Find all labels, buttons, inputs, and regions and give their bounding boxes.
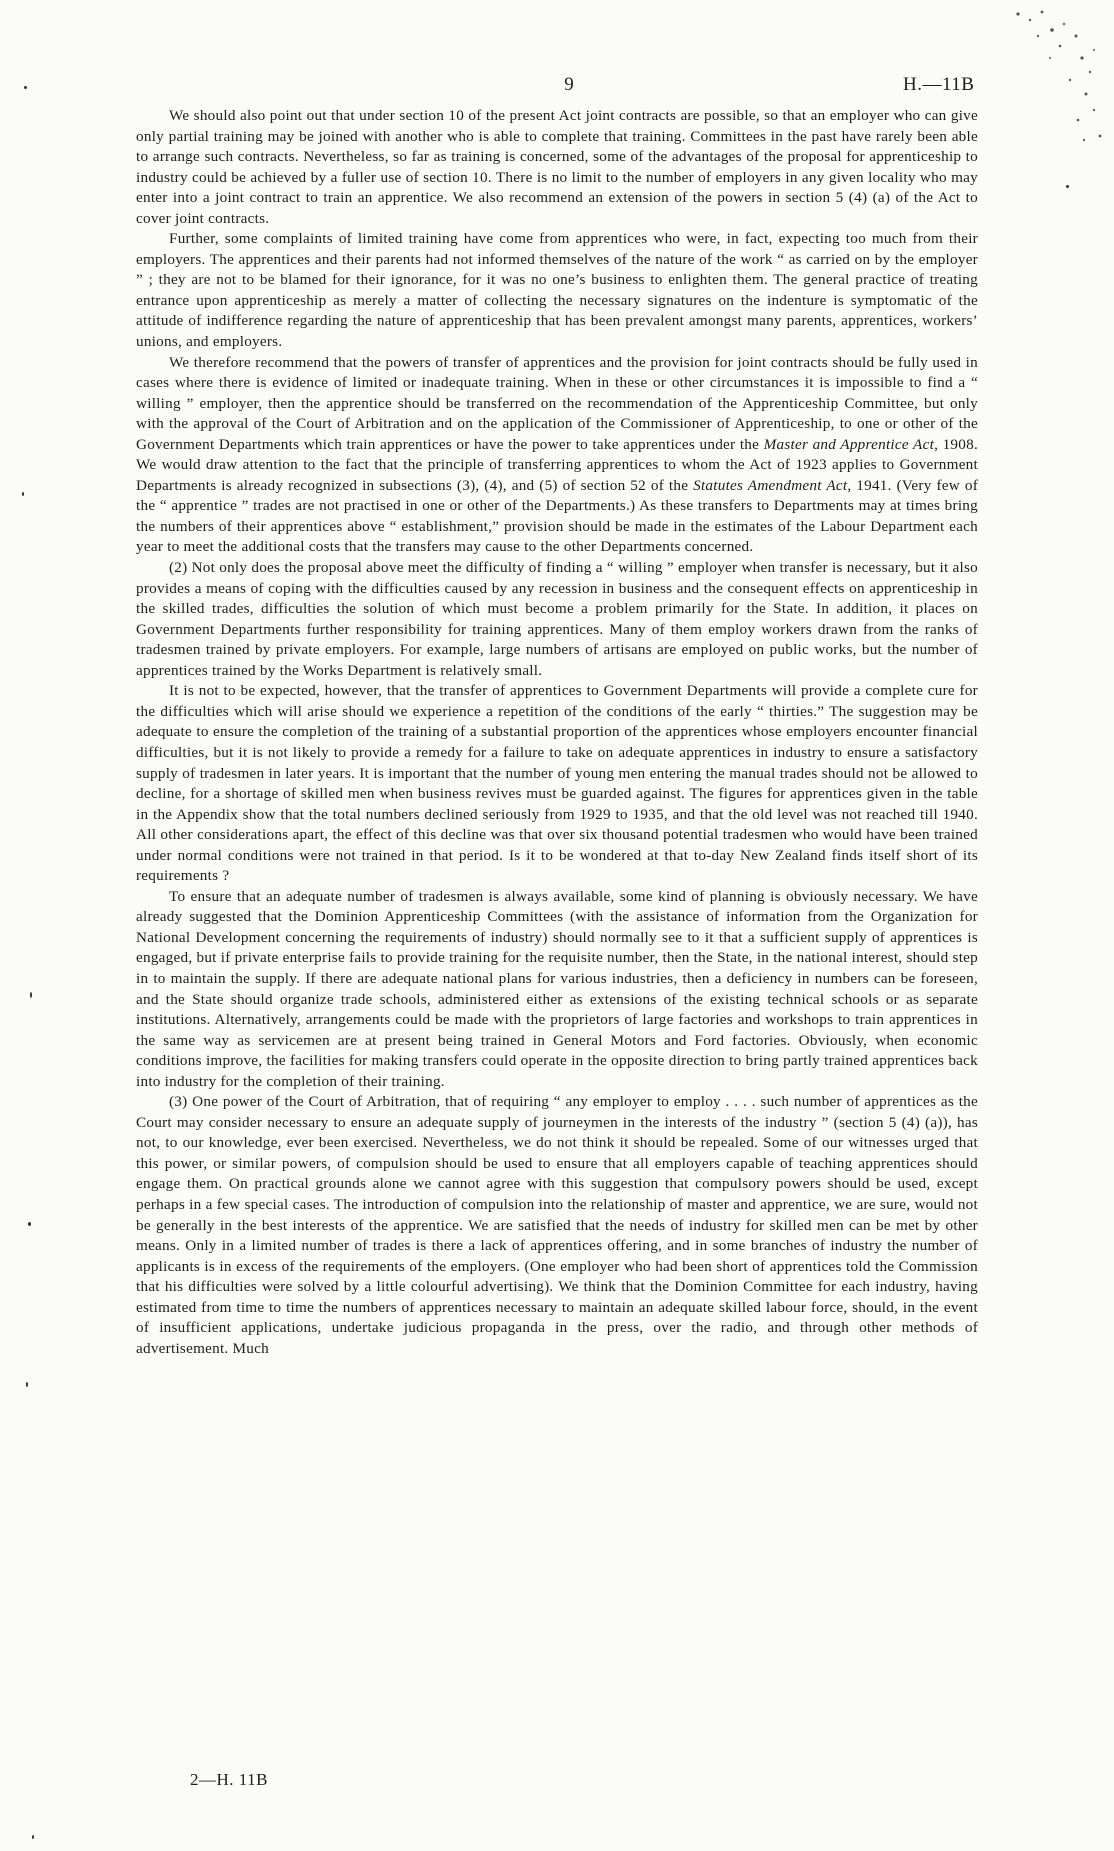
act-title: Statutes Amendment Act — [693, 476, 848, 494]
paragraph-text: We therefore recommend that the powers of transfer of apprentices and the provision for joint contracts should be fully used in cases where there is evidence of limited or inadequate training. When in these or other circumstances it is impossible to find a “ willing ” employer, then the apprentice should be transferred on the recommendation of the Apprenticeship Committee, but only with the approval of the Court of Arbitration and on the application of the Commissioner of Apprenticeship, to one or other of the Government Departments which train apprentices or have the power to take apprentices under the — [136, 353, 978, 453]
margin-speck — [1066, 185, 1069, 188]
margin-speck — [28, 1222, 31, 1226]
body-text — [136, 106, 978, 1359]
margin-speck — [26, 1382, 28, 1387]
margin-speck — [22, 492, 24, 496]
paragraph-limited-training-complaints: Further, some complaints of limited training have come from apprentices who were, in fact, expecting too much from their employers. The apprentices and their parents had not informed themselves of the nature of the work “ as carried on by the employer ” ; they are not to be blamed for their ignorance, for it was no one’s business to enlighten them. The general practice of treating entrance upon apprenticeship as merely a matter of collecting the necessary signatures on the indenture is symptomatic of the attitude of indifference regarding the nature of apprenticeship that has been prevalent amongst many parents, apprentices, workers’ unions, and employers. — [136, 230, 978, 351]
margin-speck — [24, 86, 27, 89]
document-reference: H.—11B — [903, 74, 975, 95]
sheet-reference: 2—H. 11B — [190, 1770, 268, 1789]
paragraph-point-2: (2) Not only does the proposal above meet the difficulty of finding a “ willing ” employer when transfer is necessary, but it also provides a means of coping with the difficulties caused by any recession in business and the consequent effects on apprenticeship in the skilled trades, difficulties the solution of which must become a problem primarily for the State. In addition, it places on Government Departments further responsibility for training apprentices. Many of them employ workers drawn from the ranks of tradesmen trained by private employers. For example, large numbers of artisans are employed on public works, but the number of apprentices trained by the Works Department is relatively small. — [136, 559, 978, 679]
margin-speck — [32, 1835, 34, 1839]
ink-blot-mark — [990, 0, 1110, 160]
page-number: 9 — [564, 74, 574, 95]
act-title: Master and Apprentice Act — [763, 435, 935, 453]
paragraph-text: , 1908. We would draw attention to the fact that the principle of transferring apprentices to whom the Act of 1923 applies to Government Departments is already recognized in subsections (3), (4), and (5) of section 52 of the — [136, 435, 978, 494]
paragraph-planning: To ensure that an adequate number of tradesmen is always available, some kind of planning is obviously necessary. We have already suggested that the Dominion Apprenticeship Committees (with the assistance of information from the Organization for National Development concerning the requirements of industry) should normally see to it that a sufficient supply of apprentices is engaged, but if private enterprise fails to provide training for the requisite number, then the State, in the national interest, should step in to maintain the supply. If there are adequate national plans for various industries, then a deficiency in numbers can be foreseen, and the State should organize trade schools, administered either as extensions of the existing technical schools or as separate institutions. Alternatively, arrangements could be made with the proprietors of large factories and workshops to train apprentices in the same way as servicemen are at present being trained in General Motors and Ford factories. Obviously, when economic conditions improve, the facilities for making transfers could operate in the opposite direction to bring partly trained apprentices back into industry for the completion of their training. — [136, 887, 978, 1090]
paragraph-point-3: (3) One power of the Court of Arbitration, that of requiring “ any employer to employ . . . . such number of apprentices as the Court may consider necessary to ensure an adequate supply of journeymen in the interests of the industry ” (section 5 (4) (a)), has not, to our knowledge, ever been exercised. Nevertheless, we do not think it should be repealed. Some of our witnesses urged that this power, or similar powers, of compulsion should be used to ensure that all employers capable of teaching apprentices should engage them. On practical grounds alone we cannot agree with this suggestion that compulsory powers should be used, except perhaps in a few special cases. The introduction of compulsion into the relationship of master and apprentice, we are sure, would not be generally in the best interests of the apprentice. We are satisfied that the needs of industry for skilled men can be met by other means. Only in a limited number of trades is there a lack of apprentices offering, and in some branches of industry the number of applicants is in excess of the requirements of the employers. (One employer who had been short of apprentices told the Commission that his difficulties were solved by a little colourful advertising). We think that the Dominion Committee for each industry, having estimated from time to time the numbers of apprentices necessary to maintain an adequate skilled labour force, should, in the event of insufficient applications, undertake judicious propaganda in the press, over the radio, and through other methods of advertisement. Much — [136, 1093, 978, 1357]
paragraph-joint-contracts: We should also point out that under section 10 of the present Act joint contracts are possible, so that an employer who can give only partial training may be joined with another who is able to complete that training. Committees in the past have rarely been able to arrange such contracts. Nevertheless, so far as training is concerned, some of the advantages of the proposal for apprenticeship to industry could be achieved by a fuller use of section 10. There is no limit to the number of employers in any given locality who may enter into a joint contract to train an apprentice. We also recommend an extension of the powers in section 5 (4) (a) of the Act to cover joint contracts. — [136, 107, 978, 227]
margin-speck — [30, 992, 32, 998]
paragraph-thirties-repetition: It is not to be expected, however, that the transfer of apprentices to Government Departments will provide a complete cure for the difficulties which will arise should we experience a repetition of the conditions of the early “ thirties.” The suggestion may be adequate to ensure the completion of the training of a substantial proportion of the apprentices whose employers encounter financial difficulties, but it is not likely to provide a remedy for a failure to take on adequate apprentices in industry to ensure a satisfactory supply of tradesmen in later years. It is important that the number of young men entering the manual trades should not be allowed to decline, for a shortage of skilled men when business revives must be guarded against. The figures for apprentices given in the table in the Appendix show that the total numbers declined seriously from 1929 to 1935, and that the old level was not reached till 1940. All other considerations apart, the effect of this decline was that over six thousand potential tradesmen who would have been trained under normal conditions were not trained in that period. Is it to be wondered at that to-day New Zealand finds itself short of its requirements ? — [136, 682, 978, 885]
paragraph-text: , 1941. (Very few of the “ apprentice ” trades are not practised in one or other of the Departments.) As these transfers to Departments may at times bring the numbers of their apprentices above “ establishment,” provision should be made in the estimates of the Labour Department each year to meet the additional costs that the transfers may cause to the other Departments concerned. — [136, 476, 978, 556]
paragraph-transfer-recommendation — [136, 353, 978, 558]
